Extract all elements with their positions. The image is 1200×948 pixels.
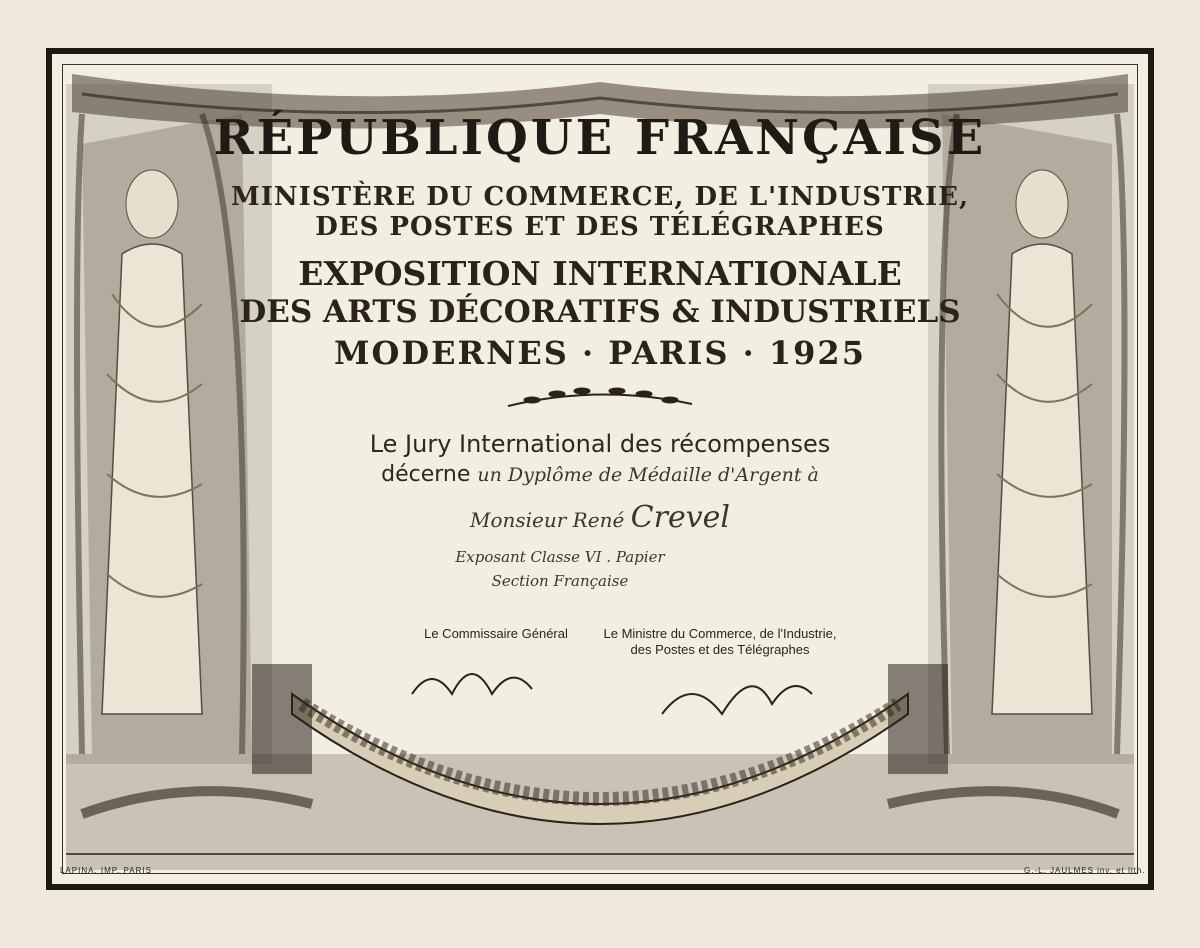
printer-credit: LAPINA, IMP. PARIS [60,866,152,875]
award-line [0,462,1200,487]
recipient-surname: Crevel [630,500,731,535]
exposition-line-3: MODERNES · PARIS · 1925 [334,334,866,372]
decerne-text: décerne [381,462,471,487]
jury-line: Le Jury International des récompenses [369,430,831,458]
exposant-line: Exposant Classe VI . Papier [455,548,665,566]
ministre-label-line-1: Le Ministre du Commerce, de l'Industrie, [603,626,837,641]
diploma-text: un Dyplôme de Médaille d'Argent à [477,464,819,486]
ministre-label [590,626,850,658]
ministere-line-2: DES POSTES ET DES TÉLÉGRAPHES [315,212,885,242]
republique-title: RÉPUBLIQUE FRANÇAISE [213,110,987,166]
ministere-line-1: MINISTÈRE DU COMMERCE, DE L'INDUSTRIE, [230,182,970,212]
ministre-label-line-2: des Postes et des Télégraphes [630,642,810,657]
recipient-name [0,500,1200,535]
recipient-salutation: Monsieur René [469,508,625,532]
signature-ministre [662,686,812,714]
artist-credit: G.-L. JAULMES inv. et lith. [1024,866,1146,875]
exposition-line-2: DES ARTS DÉCORATIFS & INDUSTRIELS [239,294,961,330]
signature-commissaire [412,674,532,694]
exposition-line-1: EXPOSITION INTERNATIONALE [298,254,902,293]
laurel-sprig-icon [508,388,692,406]
section-line: Section Française [491,572,629,590]
commissaire-label: Le Commissaire Général [424,626,568,641]
